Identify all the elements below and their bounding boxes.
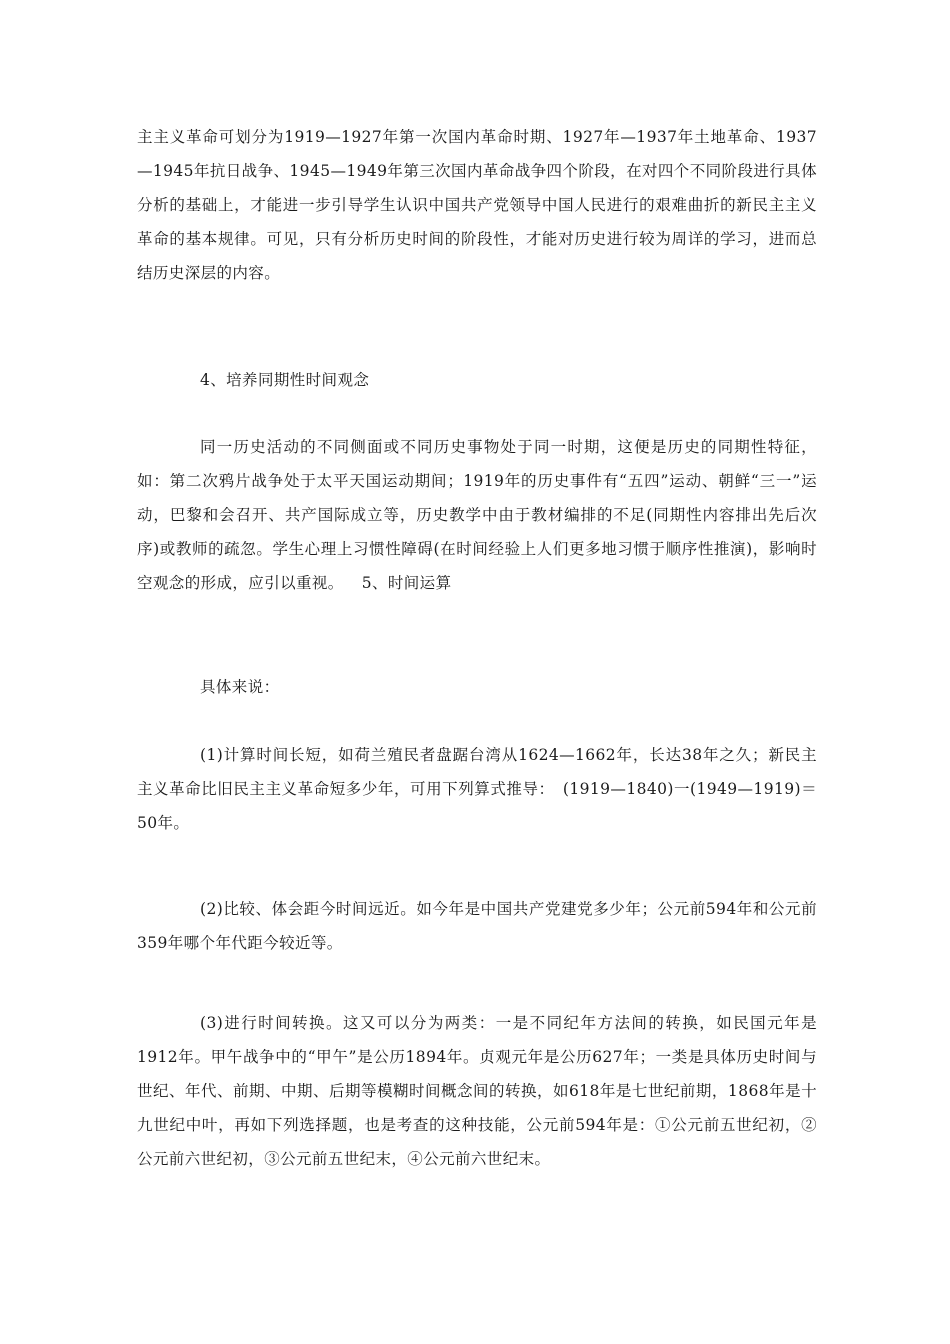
paragraph-stage-analysis: 主主义革命可划分为1919—1927年第一次国内革命时期、1927年—1937年土地革命、1937—1945年抗日战争、1945—1949年第三次国内革命战争四个阶段，在对四个不同阶段进行具体分析的基础上，才能进一步引导学生认识中国共产党领导中国人民进行的艰难曲折的新民主主义革命的基本规律。可见，只有分析历史时间的阶段性，才能对历史进行较为周详的学习，进而总结历史深层的内容。 — [137, 128, 817, 282]
paragraph-contemporaneity-text: 同一历史活动的不同侧面或不同历史事物处于同一时期，这便是历史的同期性特征，如：第二次鸦片战争处于太平天国运动期间；1919年的历史事件有“五四”运动、朝鲜“三一”运动，巴黎和会召开、共产国际成立等，历史教学中由于教材编排的不足(同期性内容排出先后次序)或教师的疏忽。学生心理上习惯性障碍(在时间经验上人们更多地习惯于顺序性推演)，影响时空观念的形成，应引以重视。 — [137, 438, 817, 592]
section-heading-time-calculation: 5、时间运算 — [361, 574, 452, 592]
section-heading-contemporaneity: 4、培养同期性时间观念 — [200, 371, 370, 389]
paragraph-contemporaneity — [137, 430, 817, 600]
paragraph-calc-duration: (1)计算时间长短，如荷兰殖民者盘踞台湾从1624—1662年，长达38年之久；新民主主义革命比旧民主主义革命短多少年，可用下列算式推导： (1919—1840)一(1949—1919)＝50年。 — [137, 746, 817, 832]
paragraph-compare-distance: (2)比较、体会距今时间远近。如今年是中国共产党建党多少年；公元前594年和公元前359年哪个年代距今较近等。 — [137, 900, 817, 952]
paragraph-time-conversion: (3)进行时间转换。这又可以分为两类：一是不同纪年方法间的转换，如民国元年是1912年。甲午战争中的“甲午”是公历1894年。贞观元年是公历627年；一类是具体历史时间与世纪、年代、前期、中期、后期等模糊时间概念间的转换，如618年是七世纪前期，1868年是十九世纪中叶，再如下列选择题，也是考查的这种技能，公元前594年是：①公元前五世纪初，②公元前六世纪初，③公元前五世纪末，④公元前六世纪末。 — [137, 1014, 817, 1168]
paragraph-specifically: 具体来说： — [200, 678, 280, 696]
